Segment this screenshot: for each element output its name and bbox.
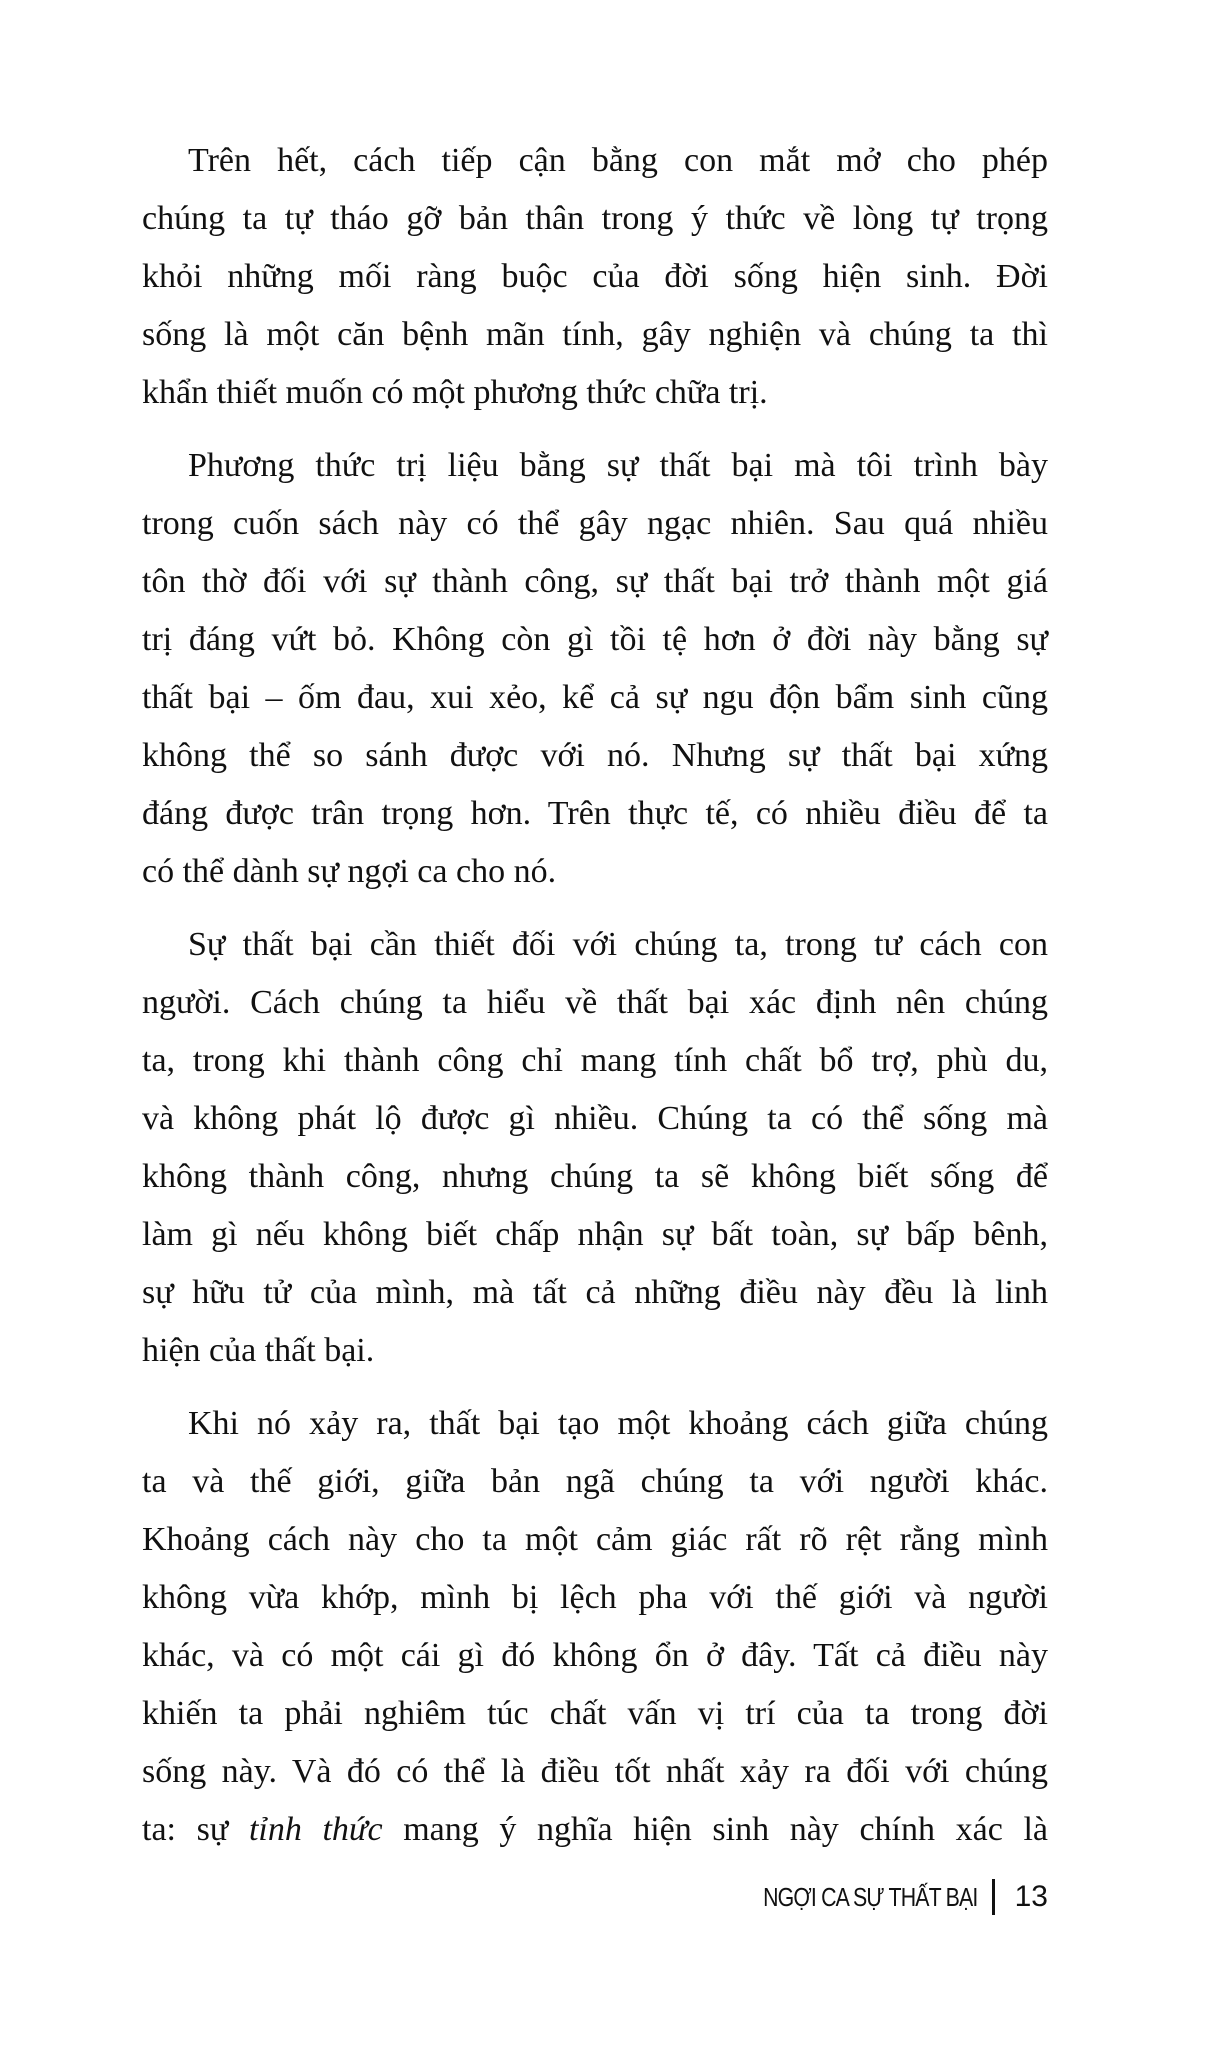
text-line: Phương thức trị liệu bằng sự thất bại mà tôi trình bày [188,447,1048,484]
running-title: NGỢI CA SỰ THẤT BẠI [763,1881,978,1912]
body-text [142,132,1048,1874]
text-line: có thể dành sự ngợi ca cho nó. [142,853,557,890]
text-line: Trên hết, cách tiếp cận bằng con mắt mở cho phép [188,142,1048,179]
text-line: sống là một căn bệnh mãn tính, gây nghiện và chúng ta thì [142,316,1048,353]
text-line: và không phát lộ được gì nhiều. Chúng ta có thể sống mà [142,1100,1048,1137]
text-line: Sự thất bại cần thiết đối với chúng ta, trong tư cách con [188,926,1048,963]
text-line: tôn thờ đối với sự thành công, sự thất bại trở thành một giá [142,563,1048,600]
footer-separator [992,1879,995,1915]
text-line: chúng ta tự tháo gỡ bản thân trong ý thức về lòng tự trọng [142,200,1048,237]
text-line: đáng được trân trọng hơn. Trên thực tế, có nhiều điều để ta [142,795,1048,832]
text-line: người. Cách chúng ta hiểu về thất bại xác định nên chúng [142,984,1048,1021]
text-line: trị đáng vứt bỏ. Không còn gì tồi tệ hơn ở đời này bằng sự [142,621,1048,658]
text-line: khỏi những mối ràng buộc của đời sống hiện sinh. Đời [142,258,1048,295]
paragraph [142,916,1048,1380]
text-line: trong cuốn sách này có thể gây ngạc nhiên. Sau quá nhiều [142,505,1048,542]
text-line: hiện của thất bại. [142,1332,375,1369]
text-line: Khi nó xảy ra, thất bại tạo một khoảng cách giữa chúng [188,1405,1048,1442]
page-footer [716,1872,1048,1922]
page-number: 13 [1014,1880,1048,1913]
text-line: ta: sự tỉnh thức mang ý nghĩa hiện sinh này chính xác là [142,1811,1048,1848]
text-line: thất bại – ốm đau, xui xẻo, kể cả sự ngu độn bẩm sinh cũng [142,679,1048,716]
text-line: khẩn thiết muốn có một phương thức chữa trị. [142,374,768,411]
paragraph [142,132,1048,422]
text-line: ta và thế giới, giữa bản ngã chúng ta với người khác. [142,1463,1048,1500]
text-line: làm gì nếu không biết chấp nhận sự bất toàn, sự bấp bênh, [142,1216,1048,1253]
text-line: không vừa khớp, mình bị lệch pha với thế giới và người [142,1579,1048,1616]
paragraph [142,1395,1048,1859]
text-line: khác, và có một cái gì đó không ổn ở đây. Tất cả điều này [142,1637,1048,1674]
text-line: ta, trong khi thành công chỉ mang tính chất bổ trợ, phù du, [142,1042,1048,1079]
text-line: sự hữu tử của mình, mà tất cả những điều này đều là linh [142,1274,1048,1311]
italic-emphasis: tỉnh thức [248,1811,383,1848]
text-line: khiến ta phải nghiêm túc chất vấn vị trí của ta trong đời [142,1695,1048,1732]
text-line: Khoảng cách này cho ta một cảm giác rất rõ rệt rằng mình [142,1521,1048,1558]
text-line: không thể so sánh được với nó. Nhưng sự thất bại xứng [142,737,1048,774]
paragraph [142,437,1048,901]
text-line: sống này. Và đó có thể là điều tốt nhất xảy ra đối với chúng [142,1753,1048,1790]
text-line: không thành công, nhưng chúng ta sẽ không biết sống để [142,1158,1048,1195]
